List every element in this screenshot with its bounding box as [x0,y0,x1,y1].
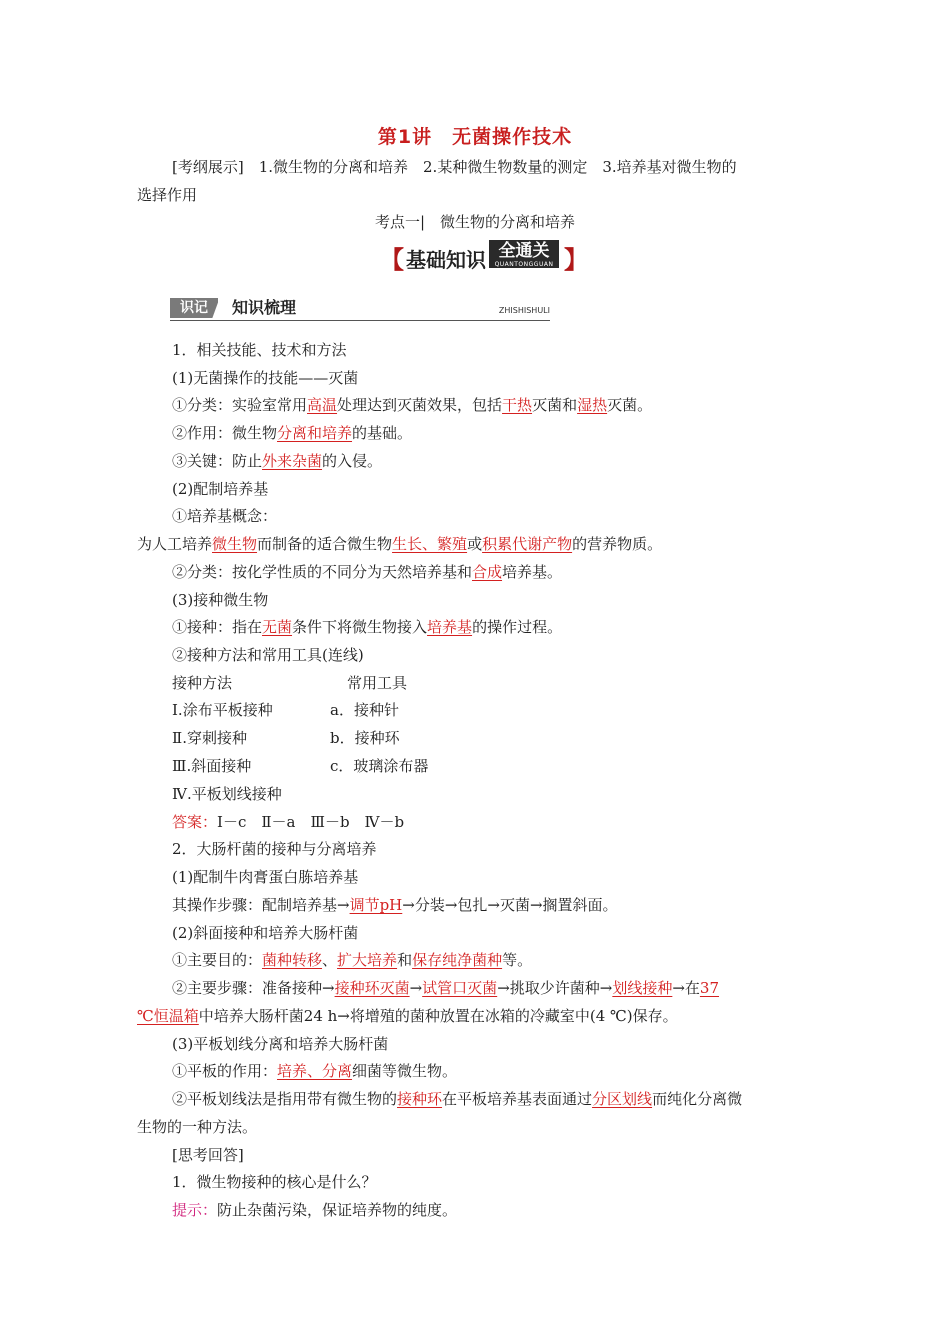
answer-line [172,812,852,832]
hint-label: 提示： [172,1201,218,1219]
banner-left-bracket: 【 [380,246,404,274]
banner-right-bracket: 】 [564,246,588,274]
text: 的入侵。 [322,452,383,470]
inoculation-definition [172,617,852,637]
answer-blank: 湿热 [577,396,608,414]
table-row [172,756,852,776]
text: 的操作过程。 [472,618,563,636]
inoculation-methods-label: ②接种方法和常用工具(连线) [172,646,364,664]
answer-blank: ℃恒温箱 [137,1007,199,1025]
answer-blank: 扩大培养 [337,951,398,969]
answer-blank: 外来杂菌 [262,452,323,470]
text: →挑取少许菌种→ [497,979,613,997]
section-tag: 识记 [170,298,218,318]
answer-blank: 无菌 [262,618,293,636]
section-header [170,298,550,320]
tool-cell: a．接种针 [330,701,399,719]
outline-line-1: [考纲展示] 1.微生物的分离和培养 2.某种微生物数量的测定 3.培养基对微生物的 [172,158,737,176]
banner-badge-text: 全通关 [498,241,550,261]
heading-1-3: (3)接种微生物 [172,591,269,609]
answer-blank: 接种环灭菌 [334,979,410,997]
answer-blank: 干热 [502,396,533,414]
answer-blank: 分离和培养 [277,424,353,442]
medium-concept-label: ①培养基概念： [172,507,278,525]
medium-concept [137,534,817,554]
text: →分装→包扎→灭菌→搁置斜面。 [402,896,618,914]
streak-method-cont: 生物的一种方法。 [137,1118,258,1136]
text: ③关键：防止 [172,452,263,470]
sterilize-key [172,451,852,471]
text: 细菌等微生物。 [352,1062,458,1080]
outline-line-2: 选择作用 [137,186,198,204]
sterilize-classification [172,395,852,415]
method-cell: Ⅱ.穿刺接种 [172,729,247,747]
text: 培养基。 [502,563,563,581]
text: ①分类：实验室常用 [172,396,308,414]
method-cell: Ⅳ.平板划线接种 [172,785,282,803]
heading-1: 1．相关技能、技术和方法 [172,341,347,359]
hint-line [172,1200,852,1220]
section-name: 知识梳理 [232,298,297,317]
heading-2-2: (2)斜面接种和培养大肠杆菌 [172,924,359,942]
text: → [409,979,423,997]
heading-1-1: (1)无菌操作的技能——灭菌 [172,369,359,387]
page-title: 第1讲 无菌操作技术 [377,126,573,148]
heading-1-2: (2)配制培养基 [172,480,269,498]
answer-blank: 菌种转移 [262,951,323,969]
slant-steps-cont [137,1006,817,1026]
section-rule [170,320,550,321]
table-row [172,728,852,748]
plate-function [172,1061,852,1081]
kaodian-heading: 考点一| 微生物的分离和培养 [374,213,576,231]
text: 和 [397,951,413,969]
text: ①接种：指在 [172,618,263,636]
heading-2-1: (1)配制牛肉膏蛋白胨培养基 [172,868,359,886]
answer-blank: 划线接种 [612,979,673,997]
question-1: 1．微生物接种的核心是什么？ [172,1173,377,1191]
method-cell: Ⅰ.涂布平板接种 [172,701,273,719]
answer-blank: 生长、繁殖 [392,535,468,553]
text: 中培养大肠杆菌24 h→将增殖的菌种放置在冰箱的冷藏室中(4 ℃)保存。 [198,1007,678,1025]
text: 灭菌和 [532,396,578,414]
think-heading: [思考回答] [172,1146,244,1164]
heading-2-3: (3)平板划线分离和培养大肠杆菌 [172,1035,389,1053]
text: 条件下将微生物接入 [292,618,428,636]
hint-text: 防止杂菌污染，保证培养物的纯度。 [217,1201,458,1219]
column-header-tool: 常用工具 [347,674,408,692]
text: 而纯化分离微 [652,1090,743,1108]
table-header [172,673,852,693]
sterilize-function [172,423,852,443]
banner-badge-pinyin: QUANTONGGUAN [494,261,554,268]
text: ②平板划线法是指用带有微生物的 [172,1090,398,1108]
answer-blank: 接种环 [397,1090,443,1108]
text: ②主要步骤：准备接种→ [172,979,335,997]
answer-blank: 调节pH [349,896,403,914]
answer-blank: 37 [699,979,720,997]
answer-blank: 培养、分离 [277,1062,353,1080]
text: ②作用：微生物 [172,424,278,442]
banner-badge [489,240,559,268]
heading-2: 2．大肠杆菌的接种与分离培养 [172,840,377,858]
text: 灭菌。 [607,396,653,414]
text: ②分类：按化学性质的不同分为天然培养基和 [172,563,473,581]
streak-method [172,1089,852,1109]
text: →在 [672,979,700,997]
slant-steps [172,978,852,998]
text: 其操作步骤：配制培养基→ [172,896,350,914]
text: 处理达到灭菌效果，包括 [337,396,503,414]
answer-blank: 微生物 [212,535,258,553]
slant-purpose [172,950,852,970]
text: ①主要目的： [172,951,263,969]
answer-blank: 培养基 [427,618,473,636]
tool-cell: b．接种环 [330,729,400,747]
answer-blank: 分区划线 [592,1090,653,1108]
column-header-method: 接种方法 [172,674,233,692]
answer-blank: 试管口灭菌 [422,979,498,997]
text: 、 [322,951,338,969]
answer-blank: 积累代谢产物 [482,535,573,553]
text: 的基础。 [352,424,413,442]
preparation-steps [172,895,852,915]
basic-knowledge-banner [380,242,590,274]
text: 或 [467,535,483,553]
table-row [172,700,852,720]
tool-cell: c．玻璃涂布器 [330,757,429,775]
answer-label: 答案： [172,813,218,831]
text: 而制备的适合微生物 [257,535,393,553]
answer-blank: 合成 [472,563,503,581]
text: ①平板的作用： [172,1062,278,1080]
answer-text: Ⅰ－c Ⅱ－a Ⅲ－b Ⅳ－b [217,813,405,831]
text: 等。 [502,951,533,969]
answer-blank: 高温 [307,396,338,414]
answer-blank: 保存纯净菌种 [412,951,503,969]
text: 在平板培养基表面通过 [442,1090,593,1108]
text: 的营养物质。 [572,535,663,553]
text: 为人工培养 [137,535,213,553]
medium-classification [172,562,852,582]
table-row [172,784,852,804]
banner-text: 基础知识 [406,248,486,272]
section-pinyin: ZHISHISHULI [498,306,550,315]
method-cell: Ⅲ.斜面接种 [172,757,252,775]
